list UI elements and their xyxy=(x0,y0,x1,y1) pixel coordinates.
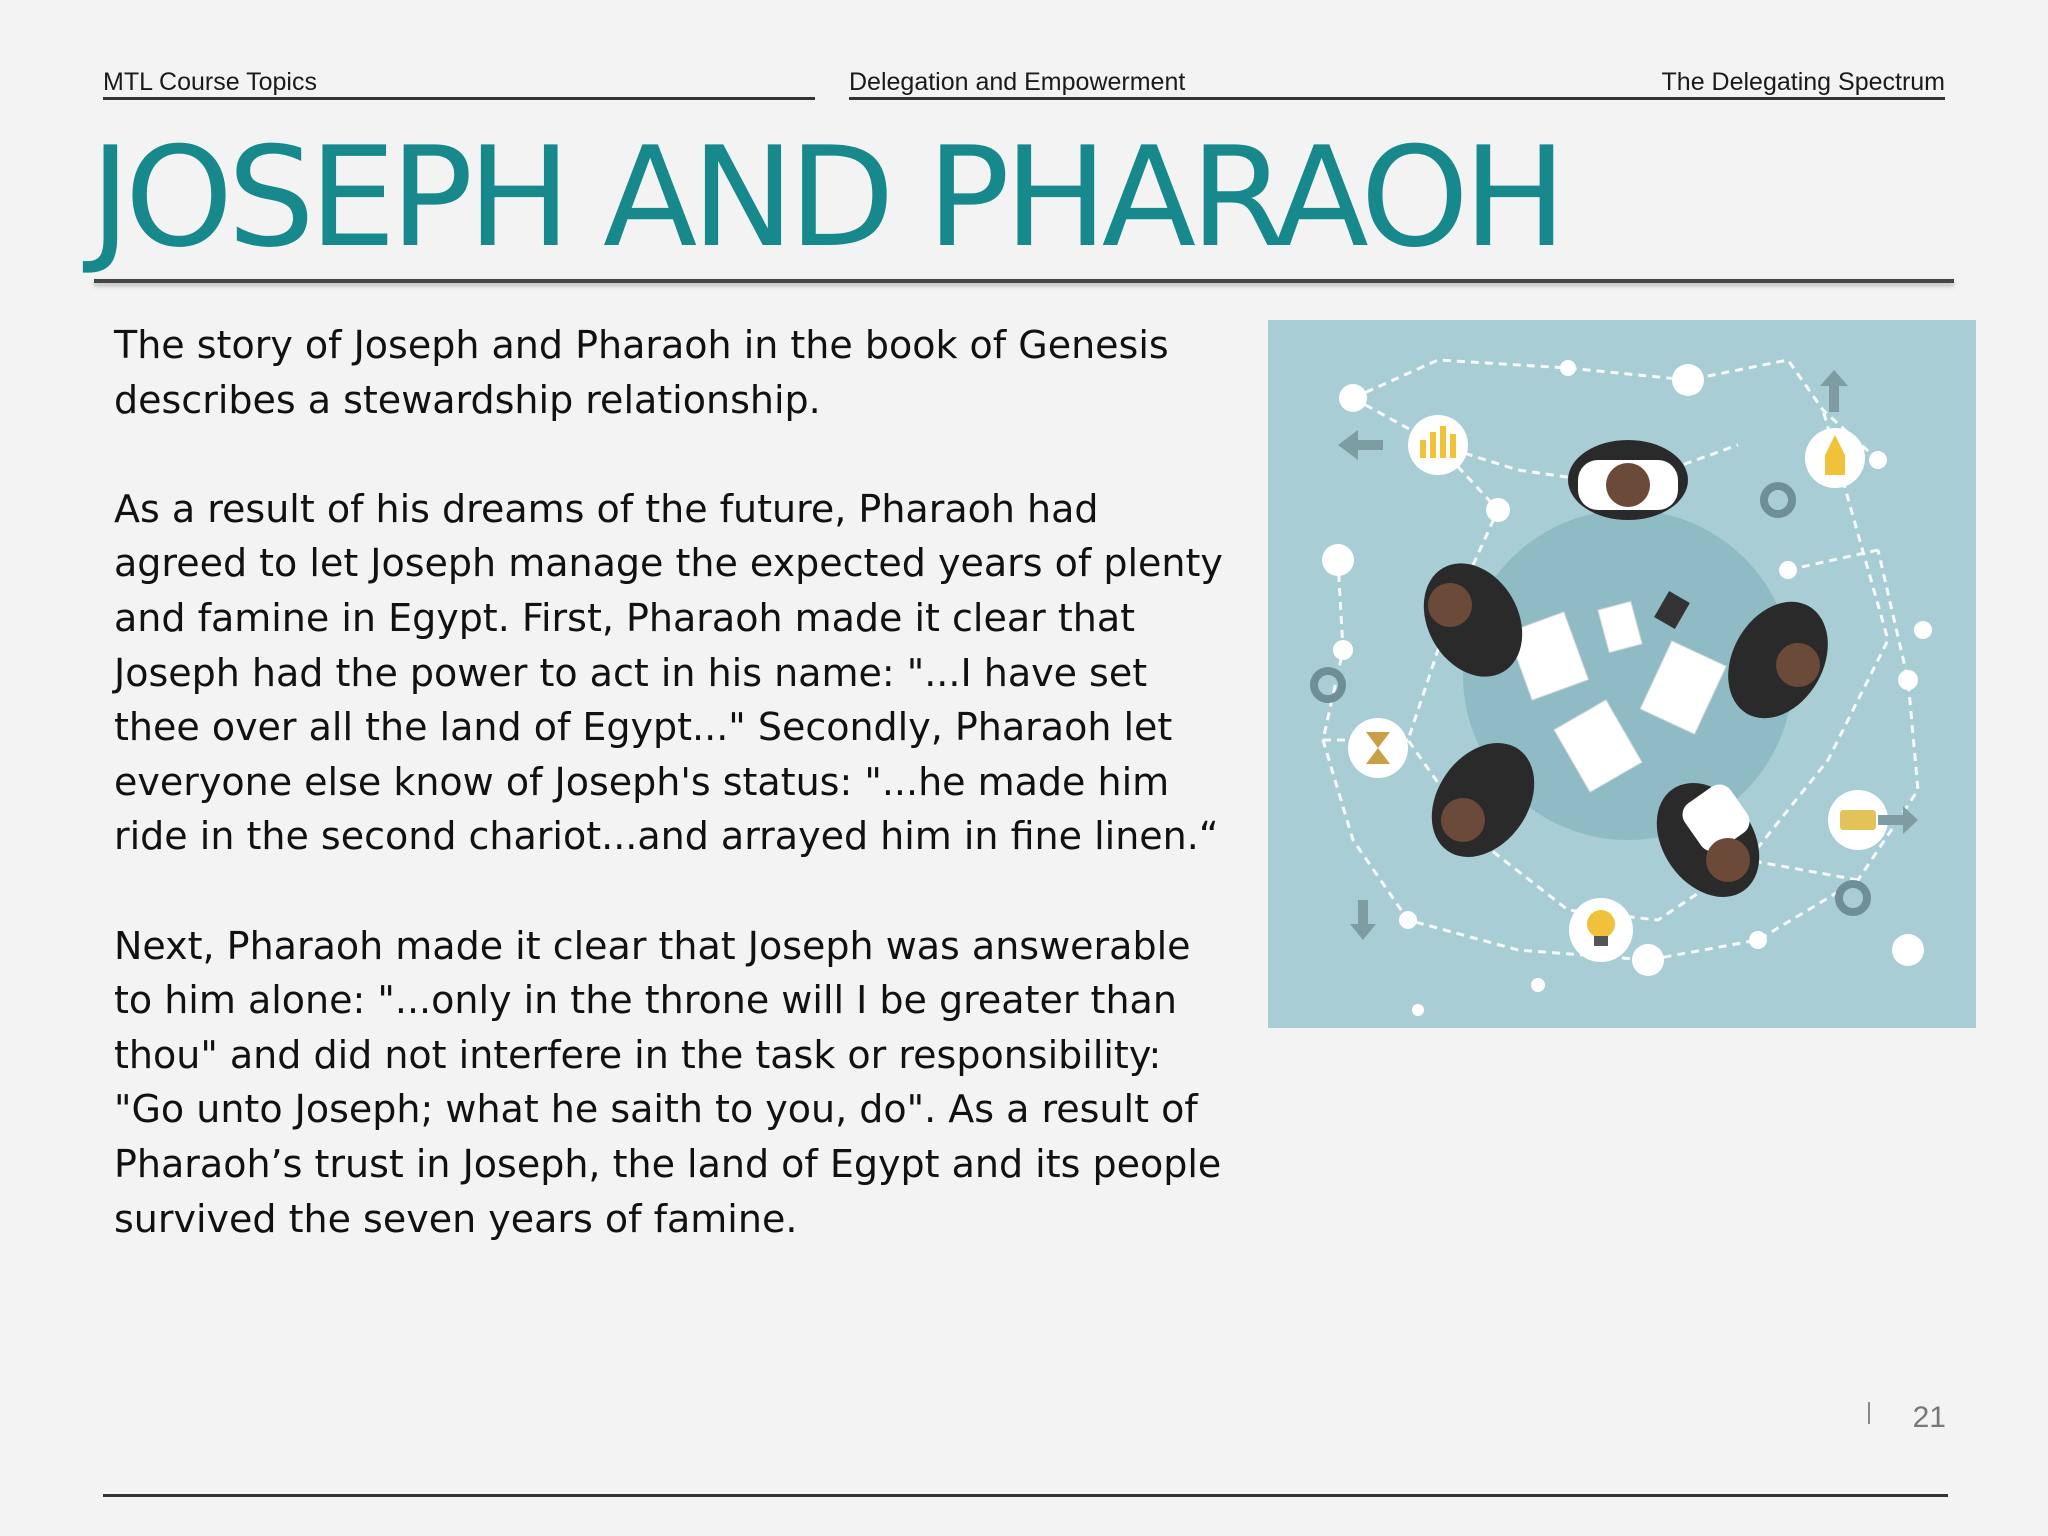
meeting-table-illustration xyxy=(1268,320,1976,1028)
footer-divider xyxy=(103,1494,1948,1497)
title-divider xyxy=(94,279,1954,283)
header-course-topics: MTL Course Topics xyxy=(103,64,815,100)
team-meeting-image xyxy=(1268,320,1976,1028)
slide-title: JOSEPH AND PHARAOH xyxy=(90,117,1561,278)
page-number: 21 xyxy=(1912,1401,1946,1434)
header-section: Delegation and Empowerment xyxy=(849,64,1389,100)
header-subsection: The Delegating Spectrum xyxy=(1389,64,1945,100)
body-text xyxy=(114,318,1234,1301)
paragraph-2: As a result of his dreams of the future, Pharaoh had agreed to let Joseph manage the expected years of plenty and famine in Egypt. First, Pharaoh made it clear that Joseph had the power to act in his name: "...I have set thee over all the land of Egypt..." Secondly, Pharaoh let everyone else know of Joseph's status: "...he made him ride in the second chariot...and arrayed him in fine linen.“ xyxy=(114,486,1223,859)
paragraph-3: Next, Pharaoh made it clear that Joseph was answerable to him alone: "...only in the throne will I be greater than thou" and did not interfere in the task or responsibility: "Go unto Joseph; what he saith to you, do". As a result of Pharaoh’s trust in Joseph, the land of Egypt and its people survived the seven years of famine. xyxy=(114,923,1222,1241)
paragraph-1: The story of Joseph and Pharaoh in the book of Genesis describes a stewardship relationship. xyxy=(114,323,1169,422)
